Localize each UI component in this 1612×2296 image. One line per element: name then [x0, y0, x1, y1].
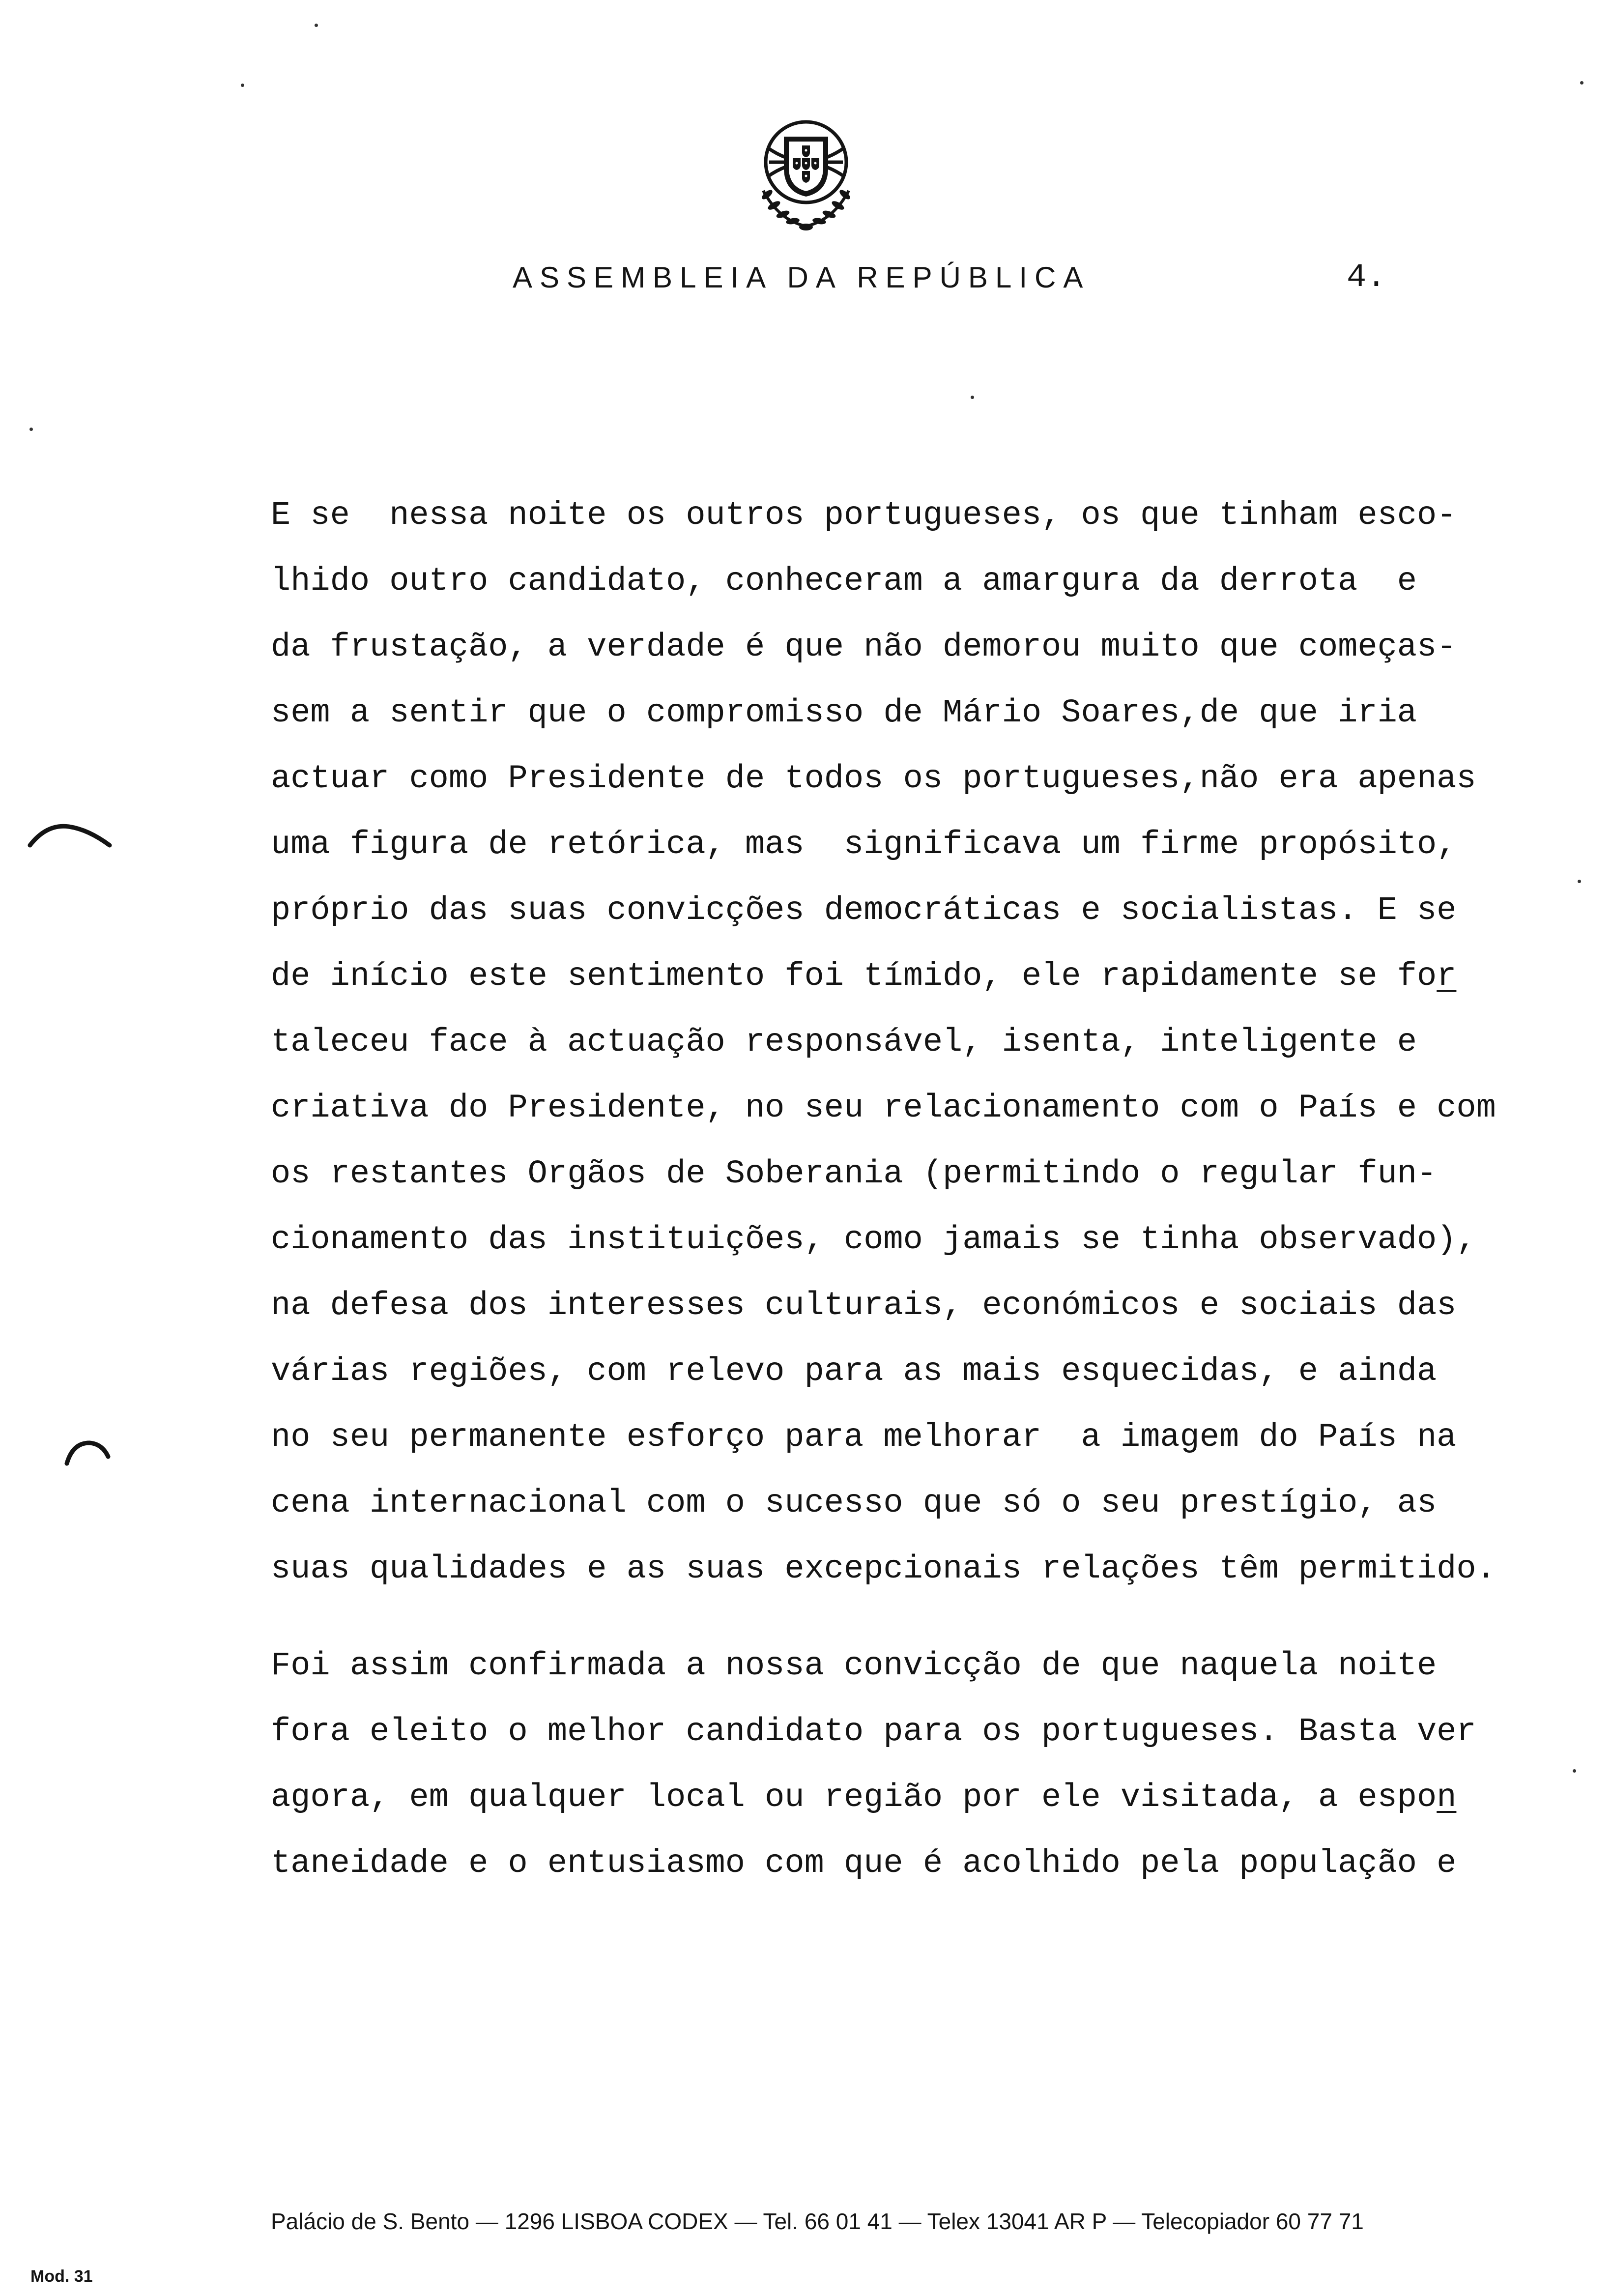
text-line [271, 1470, 1549, 1536]
margin-mark-top [27, 820, 113, 849]
line-text: no seu permanente esforço para melhorar a imagem do País na [271, 1419, 1457, 1456]
text-line [271, 944, 1549, 1009]
line-text: cena internacional com o sucesso que só o seu prestígio, as [271, 1485, 1437, 1522]
scan-speck [315, 24, 318, 27]
text-line [271, 1141, 1549, 1207]
text-line [271, 1207, 1549, 1273]
scan-speck [1573, 1769, 1576, 1773]
text-line [271, 1273, 1549, 1339]
text-line [271, 614, 1549, 680]
hyphenation-mark: r [1437, 958, 1457, 995]
text-line [271, 1075, 1549, 1141]
line-text: cionamento das instituições, como jamais se tinha observado), [271, 1221, 1476, 1259]
line-text: taleceu face à actuação responsável, isenta, inteligente e [271, 1024, 1417, 1061]
line-text: suas qualidades e as suas excepcionais relações têm permitido. [271, 1550, 1496, 1588]
line-text: de início este sentimento foi tímido, ele rapidamente se fo [271, 958, 1437, 995]
coat-of-arms-icon [754, 117, 858, 231]
text-line [271, 746, 1549, 812]
margin-mark-bottom [64, 1439, 111, 1466]
scan-speck [1578, 880, 1581, 883]
paragraph [271, 483, 1549, 1602]
form-code: Mod. 31 [30, 2267, 93, 2286]
text-line [271, 548, 1549, 614]
footer-address: Palácio de S. Bento — 1296 LISBOA CODEX — Tel. 66 01 41 — Telex 13041 AR P — Telecopiador 60 77 71 [271, 2209, 1364, 2234]
line-text: uma figura de retórica, mas significava um firme propósito, [271, 826, 1457, 863]
line-text: actuar como Presidente de todos os portugueses,não era apenas [271, 760, 1476, 798]
text-line [271, 1633, 1549, 1699]
scan-speck [971, 396, 974, 399]
line-text: agora, em qualquer local ou região por ele visitada, a espo [271, 1779, 1437, 1816]
text-line [271, 1831, 1549, 1896]
scan-speck [1580, 81, 1583, 85]
line-text: próprio das suas convicções democráticas e socialistas. E se [271, 892, 1457, 929]
text-line [271, 1009, 1549, 1075]
line-text: da frustação, a verdade é que não demorou muito que começas- [271, 629, 1457, 666]
line-text: sem a sentir que o compromisso de Mário Soares,de que iria [271, 694, 1417, 732]
document-body [271, 483, 1549, 1896]
line-text: os restantes Orgãos de Soberania (permitindo o regular fun- [271, 1155, 1437, 1193]
text-line [271, 1699, 1549, 1765]
line-text: E se nessa noite os outros portugueses, os que tinham esco- [271, 497, 1457, 534]
page-title: ASSEMBLEIA DA REPÚBLICA [513, 261, 1091, 294]
text-line [271, 483, 1549, 548]
line-text: fora eleito o melhor candidato para os portugueses. Basta ver [271, 1713, 1476, 1751]
line-text: lhido outro candidato, conheceram a amargura da derrota e [271, 563, 1417, 600]
text-line [271, 812, 1549, 878]
paragraph [271, 1633, 1549, 1896]
line-text: taneidade e o entusiasmo com que é acolhido pela população e [271, 1845, 1457, 1882]
text-line [271, 1765, 1549, 1831]
page-number: 4. [1347, 259, 1386, 296]
line-text: Foi assim confirmada a nossa convicção de que naquela noite [271, 1647, 1437, 1685]
line-text: criativa do Presidente, no seu relacionamento com o País e com [271, 1090, 1496, 1127]
line-text: na defesa dos interesses culturais, económicos e sociais das [271, 1287, 1457, 1324]
text-line [271, 878, 1549, 944]
line-text: várias regiões, com relevo para as mais esquecidas, e ainda [271, 1353, 1437, 1390]
text-line [271, 1405, 1549, 1470]
hyphenation-mark: n [1437, 1779, 1457, 1816]
scan-speck [241, 84, 244, 87]
text-line [271, 1536, 1549, 1602]
scan-speck [29, 428, 33, 431]
text-line [271, 1339, 1549, 1405]
text-line [271, 680, 1549, 746]
